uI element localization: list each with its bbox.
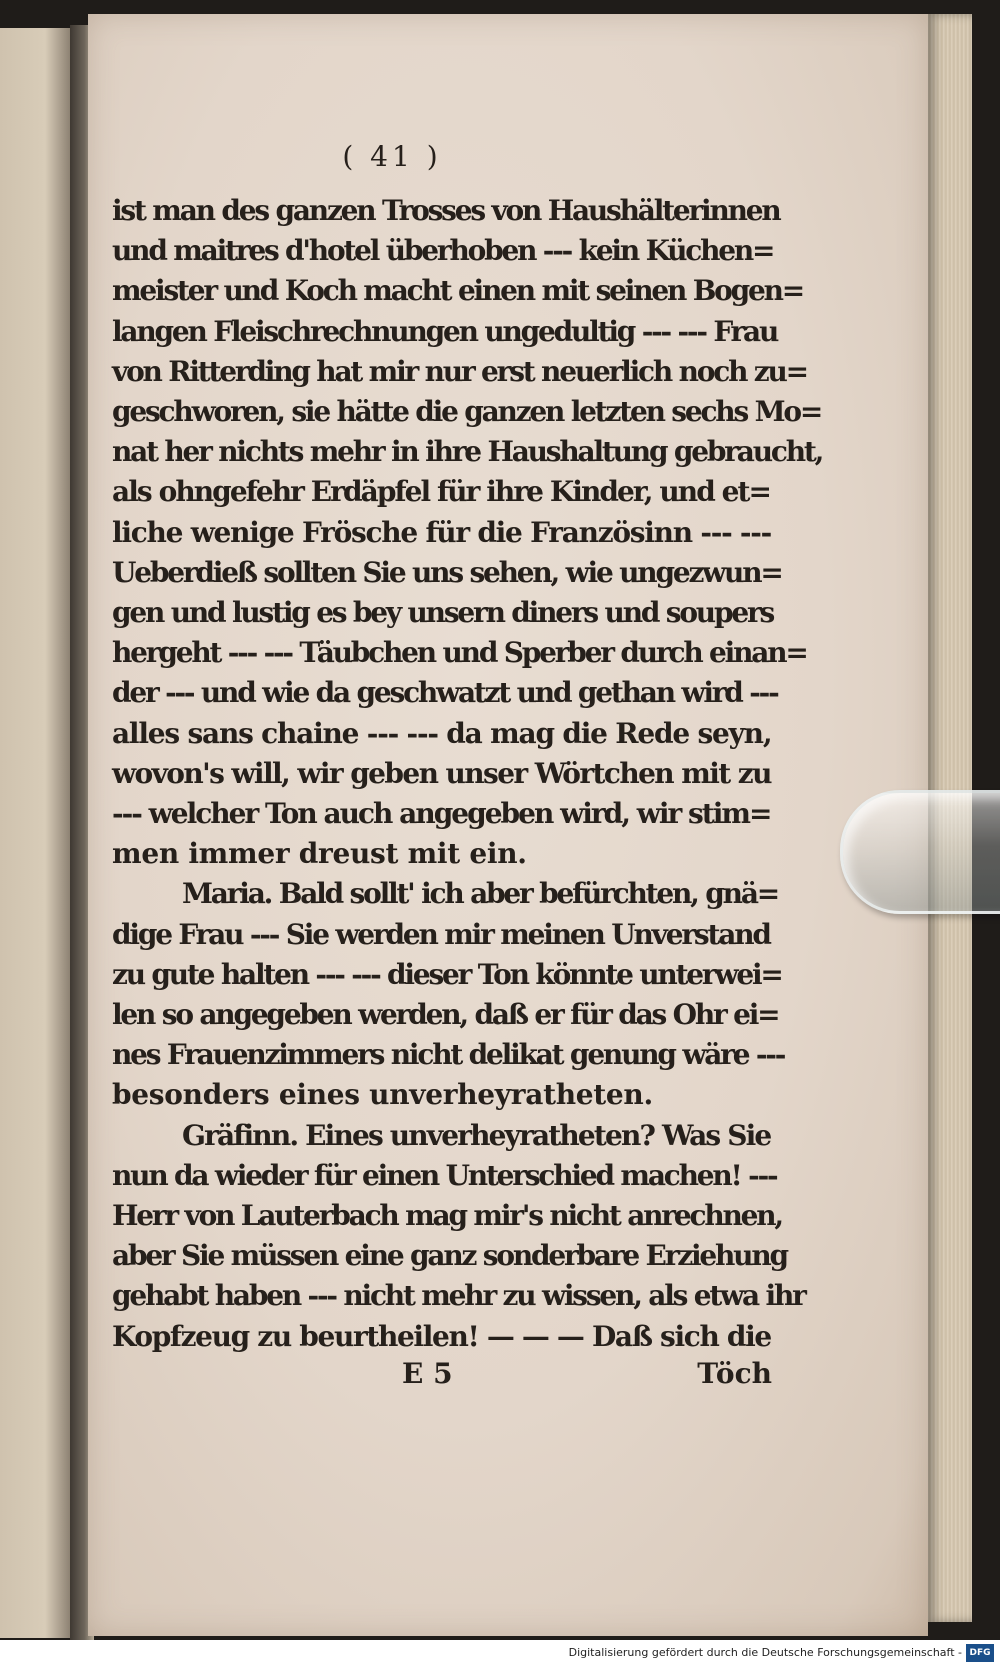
text-line: wovon's will, wir geben unser Wörtchen mit zu	[112, 756, 771, 790]
text-line: von Ritterding hat mir nur erst neuerlich noch zu=	[112, 354, 807, 388]
text-line: men immer dreust mit ein.	[112, 837, 527, 871]
text-line: nes Frauenzimmers nicht delikat genung wäre ---	[112, 1038, 785, 1072]
text-line: Gräfinn. Eines unverheyratheten? Was Sie	[182, 1118, 771, 1152]
text-lines	[112, 191, 823, 1357]
text-line: langen Fleischrechnungen ungedultig --- --- Frau	[112, 314, 778, 348]
dfg-logo: DFG	[966, 1644, 994, 1662]
text-line: dige Frau --- Sie werden mir meinen Unverstand	[112, 917, 770, 951]
text-line: als ohngefehr Erdäpfel für ihre Kinder, und et=	[112, 475, 771, 509]
text-line: Kopfzeug zu beurtheilen! — — — Daß sich die	[112, 1319, 771, 1353]
signature-mark: E 5	[402, 1356, 453, 1390]
text-line: len so angegeben werden, daß er für das Ohr ei=	[112, 998, 779, 1032]
text-line: und maitres d'hotel überhoben --- kein Küchen=	[112, 234, 774, 268]
credit-bar	[0, 1640, 1000, 1668]
catchword: Töch	[697, 1356, 772, 1390]
plastic-clip	[840, 790, 1000, 914]
text-line: meister und Koch macht einen mit seinen Bogen=	[112, 274, 804, 308]
text-line: geschworen, sie hätte die ganzen letzten sechs Mo=	[112, 395, 822, 429]
page-text-block	[112, 140, 823, 1399]
text-line: alles sans chaine --- --- da mag die Rede seyn,	[112, 716, 772, 750]
text-line: liche wenige Frösche für die Französinn --- ---	[112, 515, 772, 549]
text-line: der --- und wie da geschwatzt und gethan wird ---	[112, 676, 778, 710]
dfg-credit-text: Digitalisierung gefördert durch die Deutsche Forschungsgemeinschaft -	[568, 1646, 962, 1659]
text-line: gen und lustig es bey unsern diners und soupers	[112, 596, 774, 630]
text-line: hergeht --- --- Täubchen und Sperber durch einan=	[112, 636, 807, 670]
text-line: nun da wieder für einen Unterschied machen! ---	[112, 1158, 777, 1192]
text-line: ist man des ganzen Trosses von Haushälterinnen	[112, 194, 780, 227]
text-line: zu gute halten --- --- dieser Ton könnte unterwei=	[112, 957, 782, 991]
text-line: --- welcher Ton auch angegeben wird, wir stim=	[112, 797, 771, 831]
page-footer	[112, 1357, 772, 1399]
text-line: Herr von Lauterbach mag mir's nicht anrechnen,	[112, 1199, 782, 1233]
text-line: Maria. Bald sollt' ich aber befürchten, gnä=	[182, 877, 779, 911]
text-line: Ueberdieß sollten Sie uns sehen, wie ungezwun=	[112, 555, 782, 589]
text-line: aber Sie müssen eine ganz sonderbare Erziehung	[112, 1239, 787, 1273]
text-line: gehabt haben --- nicht mehr zu wissen, als etwa ihr	[112, 1279, 805, 1313]
text-line: besonders eines unverheyratheten.	[112, 1078, 653, 1112]
text-line: nat her nichts mehr in ihre Haushaltung gebraucht,	[112, 435, 823, 469]
page-number: ( 41 )	[342, 140, 442, 173]
